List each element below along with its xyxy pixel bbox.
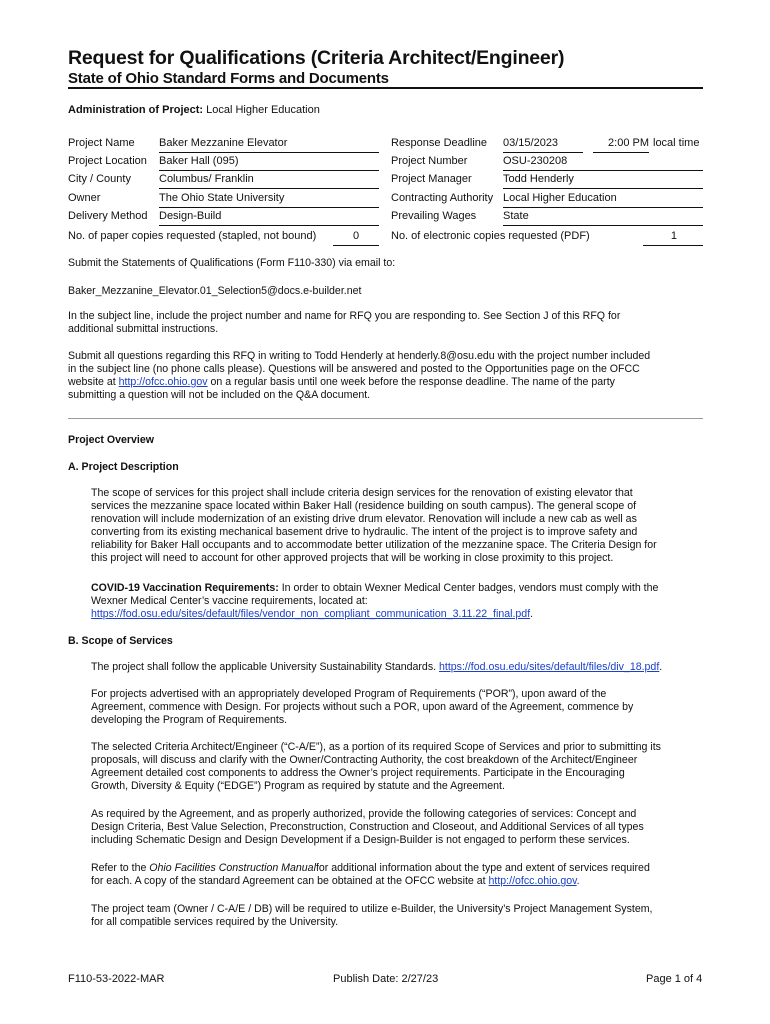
contracting-authority-label: Contracting Authority: [391, 192, 494, 204]
project-overview-heading: Project Overview: [68, 434, 154, 446]
project-description-paragraph: [91, 487, 657, 565]
text-line: submitting a question will not be included on the Q&A document.: [68, 389, 371, 401]
covid-heading: COVID-19 Vaccination Requirements:: [91, 582, 279, 594]
response-deadline-date: 03/15/2023: [503, 137, 583, 153]
text-line: developing the Program of Requirements.: [91, 714, 288, 726]
text-fragment: Refer to the: [91, 862, 150, 874]
project-number-value: OSU-230208: [503, 155, 703, 171]
text-fragment: .: [530, 608, 534, 620]
delivery-method-label: Delivery Method: [68, 210, 148, 222]
project-manager-value: Todd Henderly: [503, 173, 703, 189]
text-fragment: on a regular basis until one week before the response deadline. The name of the party: [207, 376, 615, 388]
text-line: Wexner Medical Center’s vaccine requirements, located at:: [91, 595, 368, 607]
text-line: [68, 376, 650, 389]
text-line: [91, 661, 662, 674]
subject-line-paragraph: [68, 310, 620, 336]
text-line: [91, 608, 658, 621]
response-deadline-time: 2:00 PM: [593, 137, 649, 153]
text-fragment: website at: [68, 376, 119, 388]
ebuilder-paragraph: [91, 903, 653, 929]
administration-line: [68, 104, 320, 117]
owner-label: Owner: [68, 192, 101, 204]
text-line: services the mezzanine space located within Baker Hall (residence building on south campus). The general scope of: [91, 500, 637, 512]
electronic-copies-value: 1: [643, 230, 703, 246]
text-fragment: .: [576, 875, 580, 887]
manual-reference-paragraph: [91, 862, 650, 888]
text-line: [91, 875, 650, 888]
section-divider: [68, 418, 703, 419]
local-time-label: local time: [653, 137, 700, 149]
response-deadline-label: Response Deadline: [391, 137, 488, 149]
text-line: Design Criteria, Best Value Selection, Preconstruction, Construction and Closeout, and Additional Services of all types: [91, 821, 644, 833]
administration-value: Local Higher Education: [206, 104, 320, 116]
project-number-label: Project Number: [391, 155, 468, 167]
paper-copies-value: 0: [333, 230, 379, 246]
text-line: The scope of services for this project shall include criteria design services for the renovation of existing elevator that: [91, 487, 633, 499]
text-line: including Schematic Design and Design Development if a Design-Builder is not engaged to perform these services.: [91, 834, 630, 846]
text-line: Growth, Diversity & Equity (“EDGE”) Program as required by statute and the Agreement.: [91, 780, 505, 792]
covid-paragraph: [91, 582, 658, 621]
ofcc-link[interactable]: http://ofcc.ohio.gov: [118, 376, 208, 388]
administration-label: Administration of Project:: [68, 104, 204, 116]
text-line: For projects advertised with an appropriately developed Program of Requirements (“POR”), upon award of the: [91, 688, 607, 700]
page-title: Request for Qualifications (Criteria Architect/Engineer): [68, 47, 565, 69]
text-fragment: for each. A copy of the standard Agreement can be obtained at the OFCC website at: [91, 875, 489, 887]
project-name-value: Baker Mezzanine Elevator: [159, 137, 379, 153]
project-manager-label: Project Manager: [391, 173, 472, 185]
por-paragraph: [91, 688, 633, 727]
questions-paragraph: [68, 350, 650, 402]
text-line: [91, 582, 658, 595]
project-location-value: Baker Hall (095): [159, 155, 379, 171]
footer-publish-date: Publish Date: 2/27/23: [333, 973, 439, 985]
submission-intro: Submit the Statements of Qualifications (Form F110-330) via email to:: [68, 257, 396, 269]
footer-form-id: F110-53-2022-MAR: [68, 973, 165, 985]
text-line: [91, 862, 650, 875]
text-line: Agreement detailed cost components to address the Owner’s project requirements. Participate in the Encouraging: [91, 767, 625, 779]
electronic-copies-label: No. of electronic copies requested (PDF): [391, 230, 590, 242]
text-line: in the subject line (no phone calls please). Questions will be answered and posted to the Opportunities page on the OFCC: [68, 363, 640, 375]
text-line: reliability for Baker Hall occupants and to accommodate better utilization of the mezzanine space. The Criteria Design for: [91, 539, 657, 551]
city-county-label: City / County: [68, 173, 131, 185]
delivery-method-value: Design-Build: [159, 210, 379, 226]
text-line: Submit all questions regarding this RFQ in writing to Todd Henderly at henderly.8@osu.edu with the project number included: [68, 350, 651, 362]
text-line: this project will need to account for other approved projects that will be working in close proximity to this project.: [91, 552, 614, 564]
text-line: proposals, will discuss and clarify with the Owner/Contracting Authority, the cost breakdown of the Architect/Engineer: [91, 754, 638, 766]
text-line: for all compatible services required by the University.: [91, 916, 339, 928]
contracting-authority-value: Local Higher Education: [503, 192, 703, 208]
footer-page-number: Page 1 of 4: [646, 973, 703, 985]
text-fragment: In order to obtain Wexner Medical Center badges, vendors must comply with the: [278, 582, 659, 594]
submission-email: Baker_Mezzanine_Elevator.01_Selection5@docs.e-builder.net: [68, 285, 362, 297]
text-line: additional submittal instructions.: [68, 323, 219, 335]
section-b-heading: B. Scope of Services: [68, 635, 173, 647]
cae-paragraph: [91, 741, 661, 793]
text-line: As required by the Agreement, and as properly authorized, provide the following categories of services: Concept and: [91, 808, 637, 820]
services-paragraph: [91, 808, 644, 847]
manual-title: Ohio Facilities Construction Manual: [149, 862, 316, 874]
title-rule: [68, 87, 703, 89]
prevailing-wages-value: State: [503, 210, 703, 226]
text-fragment: for additional information about the type and extent of services required: [315, 862, 650, 874]
sustainability-standards-link[interactable]: https://fod.osu.edu/sites/default/files/div_18.pdf: [439, 661, 660, 673]
text-line: The project team (Owner / C-A/E / DB) will be required to utilize e-Builder, the University’s Project Management System,: [91, 903, 653, 915]
section-a-heading: A. Project Description: [68, 461, 179, 473]
text-line: renovation will include modernization of an existing drive drum elevator. Renovation will include a new cab as well as: [91, 513, 637, 525]
text-line: converting from its existing mechanical basement drive to hydraulic. The intent of the project is to improve safety and: [91, 526, 638, 538]
prevailing-wages-label: Prevailing Wages: [391, 210, 477, 222]
project-name-label: Project Name: [68, 137, 135, 149]
text-fragment: .: [659, 661, 663, 673]
text-fragment: The project shall follow the applicable University Sustainability Standards.: [91, 661, 440, 673]
vaccine-policy-link[interactable]: https://fod.osu.edu/sites/default/files/vendor_non_compliant_communication_3.11.22_final.pdf: [91, 608, 531, 620]
sustainability-paragraph: [91, 661, 662, 674]
owner-value: The Ohio State University: [159, 192, 379, 208]
text-line: Agreement, commence with Design. For projects without such a POR, upon award of the Agreement, commence by: [91, 701, 634, 713]
project-location-label: Project Location: [68, 155, 147, 167]
ofcc-website-link[interactable]: http://ofcc.ohio.gov: [488, 875, 577, 887]
city-county-value: Columbus/ Franklin: [159, 173, 379, 189]
paper-copies-label: No. of paper copies requested (stapled, not bound): [68, 230, 317, 242]
page-subtitle: State of Ohio Standard Forms and Documents: [68, 70, 389, 87]
text-line: The selected Criteria Architect/Engineer (“C-A/E”), as a portion of its required Scope of Services and prior to submitting its: [91, 741, 661, 753]
text-line: In the subject line, include the project number and name for RFQ you are responding to. See Section J of this RFQ for: [68, 310, 621, 322]
